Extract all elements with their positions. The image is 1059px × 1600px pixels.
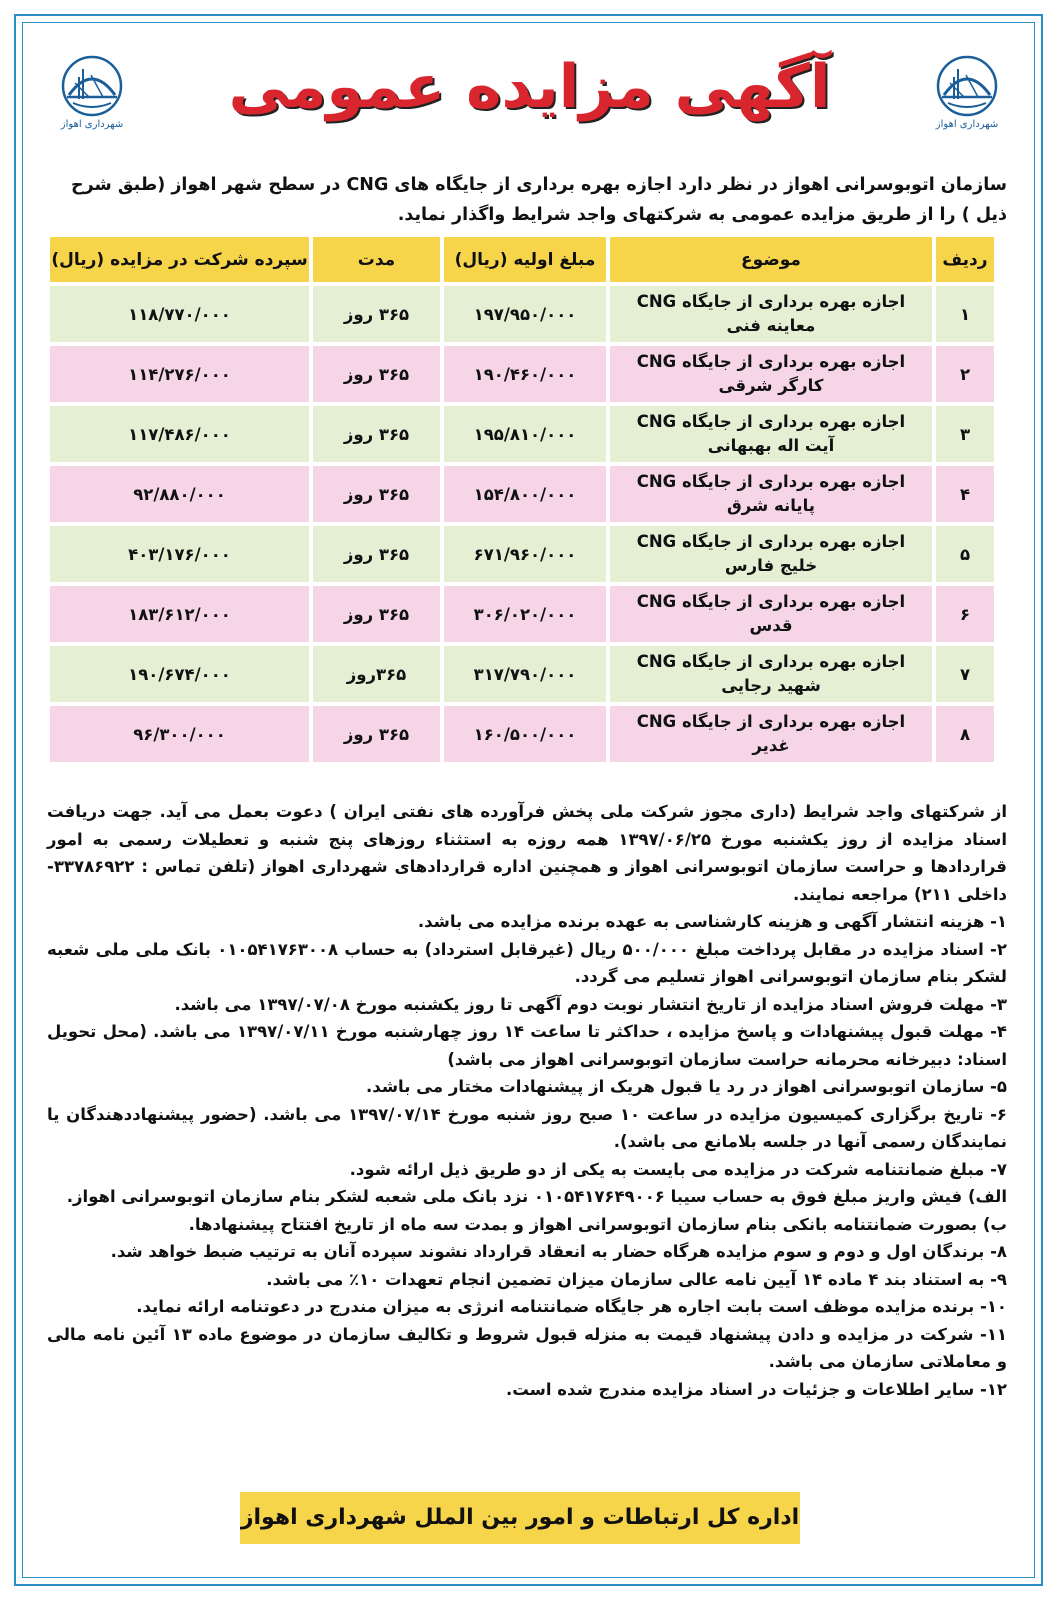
station-name: قدس	[749, 616, 793, 635]
row-deposit: ۱۱۷/۴۸۶/۰۰۰	[50, 406, 309, 462]
row-base-price: ۱۶۰/۵۰۰/۰۰۰	[444, 706, 606, 762]
row-subject	[610, 346, 932, 402]
row-base-price: ۱۹۵/۸۱۰/۰۰۰	[444, 406, 606, 462]
row-number: ۱	[936, 286, 994, 342]
row-number: ۳	[936, 406, 994, 462]
logo-caption: شهرداری اهواز	[60, 119, 124, 130]
logo-caption: شهرداری اهواز	[935, 119, 999, 130]
row-subject	[610, 406, 932, 462]
subject-line: اجازه بهره برداری از جایگاه CNG	[636, 412, 906, 431]
header-subject: موضوع	[610, 237, 932, 282]
term-item: ۹- به استناد بند ۴ ماده ۱۴ آیین نامه عالی سازمان میزان تضمین انجام تعهدات ۱۰٪ می باشد.	[266, 1269, 1007, 1289]
subject-line: اجازه بهره برداری از جایگاه CNG	[636, 712, 906, 731]
station-name: شهید رجایی	[721, 676, 821, 695]
row-duration: ۳۶۵ روز	[313, 346, 440, 402]
row-number: ۵	[936, 526, 994, 582]
row-subject	[610, 646, 932, 702]
subject-line: اجازه بهره برداری از جایگاه CNG	[636, 652, 906, 671]
term-subitem: الف) فیش واریز مبلغ فوق به حساب سیبا ۰۱۰۵۴۱۷۶۴۹۰۰۶ نزد بانک ملی شعبه لشکر بنام سازمان اتوبوسرانی اهواز.	[66, 1187, 1007, 1206]
station-name: غدیر	[752, 736, 790, 755]
row-duration: ۳۶۵ روز	[313, 586, 440, 642]
subject-line: اجازه بهره برداری از جایگاه CNG	[636, 592, 906, 611]
subject-line: اجازه بهره برداری از جایگاه CNG	[636, 352, 906, 371]
row-duration: ۳۶۵ روز	[313, 706, 440, 762]
row-number: ۴	[936, 466, 994, 522]
header-base-price: مبلغ اولیه (ریال)	[444, 237, 606, 282]
term-subitem: ب) بصورت ضمانتنامه بانکی بنام سازمان اتوبوسرانی اهواز و بمدت سه ماه از تاریخ افتتاح پیشنهادها.	[188, 1214, 1007, 1234]
header-deposit: سپرده شرکت در مزایده (ریال)	[50, 237, 309, 282]
station-name: پایانه شرق	[727, 496, 815, 515]
row-deposit: ۴۰۳/۱۷۶/۰۰۰	[50, 526, 309, 582]
row-number: ۷	[936, 646, 994, 702]
term-item: ۵- سازمان اتوبوسرانی اهواز در رد یا قبول هریک از پیشنهادات مختار می باشد.	[366, 1077, 1007, 1096]
header-row-number: ردیف	[936, 237, 994, 282]
row-subject	[610, 466, 932, 522]
station-name: خلیج فارس	[724, 556, 818, 575]
table-row	[50, 466, 994, 522]
row-duration: ۳۶۵ روز	[313, 526, 440, 582]
row-number: ۸	[936, 706, 994, 762]
term-item: ۸- برندگان اول و دوم و سوم مزایده هرگاه حضار به انعقاد قرارداد نشوند سپرده آنان به ترتیب ضبط خواهد شد.	[110, 1242, 1007, 1261]
auction-table	[46, 233, 998, 766]
row-base-price: ۱۵۴/۸۰۰/۰۰۰	[444, 466, 606, 522]
term-item: ۶- تاریخ برگزاری کمیسیون مزایده در ساعت ۱۰ صبح روز شنبه مورخ ۱۳۹۷/۰۷/۱۴ می باشد. (حضور پیشنهاددهندگان یا نمایندگان رسمی آنها در جلسه بلامانع می باشد).	[47, 1104, 1007, 1151]
term-item: ۱- هزینه انتشار آگهی و هزینه کارشناسی به عهده برنده مزایده می باشد.	[417, 912, 1007, 931]
row-base-price: ۳۰۶/۰۲۰/۰۰۰	[444, 586, 606, 642]
row-subject	[610, 286, 932, 342]
row-duration: ۳۶۵روز	[313, 646, 440, 702]
row-base-price: ۱۹۷/۹۵۰/۰۰۰	[444, 286, 606, 342]
table-row	[50, 346, 994, 402]
table-row	[50, 406, 994, 462]
footer-banner: اداره کل ارتباطات و امور بین الملل شهرداری اهواز	[240, 1492, 800, 1544]
term-item: ۱۰- برنده مزایده موظف است بابت اجاره هر جایگاه ضمانتنامه انرژی به میزان مندرج در دعوتنامه ارائه نماید.	[136, 1297, 1007, 1316]
table-row	[50, 286, 994, 342]
header-duration: مدت	[313, 237, 440, 282]
row-deposit: ۱۱۴/۲۷۶/۰۰۰	[50, 346, 309, 402]
page-title: آگهی مزایده عمومی	[228, 52, 831, 122]
terms-section	[47, 798, 1007, 1403]
term-item: ۱۱- شرکت در مزایده و دادن پیشنهاد قیمت به منزله قبول شروط و تکالیف سازمان در موضوع ماده ۱۳ آئین نامه مالی و معاملاتی سازمان می باشد.	[47, 1324, 1007, 1371]
term-item: ۱۲- سایر اطلاعات و جزئیات در اسناد مزایده مندرج شده است.	[505, 1379, 1007, 1399]
row-duration: ۳۶۵ روز	[313, 286, 440, 342]
row-number: ۶	[936, 586, 994, 642]
row-subject	[610, 706, 932, 762]
station-name: کارگر شرقی	[718, 376, 824, 395]
row-base-price: ۶۷۱/۹۶۰/۰۰۰	[444, 526, 606, 582]
station-name: آیت اله بهبهانی	[707, 436, 835, 455]
term-item: ۳- مهلت فروش اسناد مزایده از تاریخ انتشار نوبت دوم آگهی تا روز یکشنبه مورخ ۱۳۹۷/۰۷/۰۸ می باشد.	[174, 994, 1007, 1014]
row-base-price: ۱۹۰/۴۶۰/۰۰۰	[444, 346, 606, 402]
table-header-row	[50, 237, 994, 282]
table-row	[50, 526, 994, 582]
row-deposit: ۱۹۰/۶۷۴/۰۰۰	[50, 646, 309, 702]
table-row	[50, 646, 994, 702]
row-base-price: ۳۱۷/۷۹۰/۰۰۰	[444, 646, 606, 702]
row-subject	[610, 586, 932, 642]
subject-line: اجازه بهره برداری از جایگاه CNG	[636, 292, 906, 311]
row-deposit: ۱۸۳/۶۱۲/۰۰۰	[50, 586, 309, 642]
row-subject	[610, 526, 932, 582]
term-item: ۷- مبلغ ضمانتنامه شرکت در مزایده می بایست به یکی از دو طریق ذیل ارائه شود.	[349, 1159, 1007, 1179]
row-deposit: ۹۶/۳۰۰/۰۰۰	[50, 706, 309, 762]
term-item: ۲- اسناد مزایده در مقابل پرداخت مبلغ ۵۰۰/۰۰۰ ریال (غیرقابل استرداد) به حساب ۰۱۰۵۴۱۷۶۳۰۰۸ بانک ملی ملی شعبه لشکر بنام سازمان اتوبوسرانی اهواز تسلیم می گردد.	[47, 939, 1007, 986]
subject-line: اجازه بهره برداری از جایگاه CNG	[636, 532, 906, 551]
row-deposit: ۹۲/۸۸۰/۰۰۰	[50, 466, 309, 522]
subject-line: اجازه بهره برداری از جایگاه CNG	[636, 472, 906, 491]
term-item: ۴- مهلت قبول پیشنهادات و پاسخ مزایده ، حداکثر تا ساعت ۱۴ روز چهارشنبه مورخ ۱۳۹۷/۰۷/۱۱ می باشد. (محل تحویل اسناد: دبیرخانه محرمانه حراست سازمان اتوبوسرانی اهواز می باشد)	[47, 1022, 1007, 1069]
invitation-paragraph: از شرکتهای واجد شرایط (داری مجوز شرکت ملی پخش فرآورده های نفتی ایران ) دعوت بعمل می آید. جهت دریافت اسناد مزایده از روز یکشنبه مورخ ۱۳۹۷/۰۶/۲۵ همه روزه به استثناء روزهای پنج شنبه و تعطیلات رسمی به امور قراردادها و حراست سازمان اتوبوسرانی اهواز و همچنین اداره قراردادهای شهرداری اهواز (تلفن تماس : ۳۳۷۸۶۹۲۲- داخلی ۲۱۱) مراجعه نمایند.	[47, 802, 1007, 904]
intro-paragraph: سازمان اتوبوسرانی اهواز در نظر دارد اجازه بهره برداری از جایگاه های CNG در سطح شهر اهواز (طبق شرح ذیل ) را از طریق مزایده عمومی به شرکتهای واجد شرایط واگذار نماید.	[71, 175, 1007, 225]
table-row	[50, 586, 994, 642]
row-duration: ۳۶۵ روز	[313, 466, 440, 522]
row-number: ۲	[936, 346, 994, 402]
row-duration: ۳۶۵ روز	[313, 406, 440, 462]
row-deposit: ۱۱۸/۷۷۰/۰۰۰	[50, 286, 309, 342]
station-name: معاینه فنی	[726, 316, 816, 335]
table-row	[50, 706, 994, 762]
